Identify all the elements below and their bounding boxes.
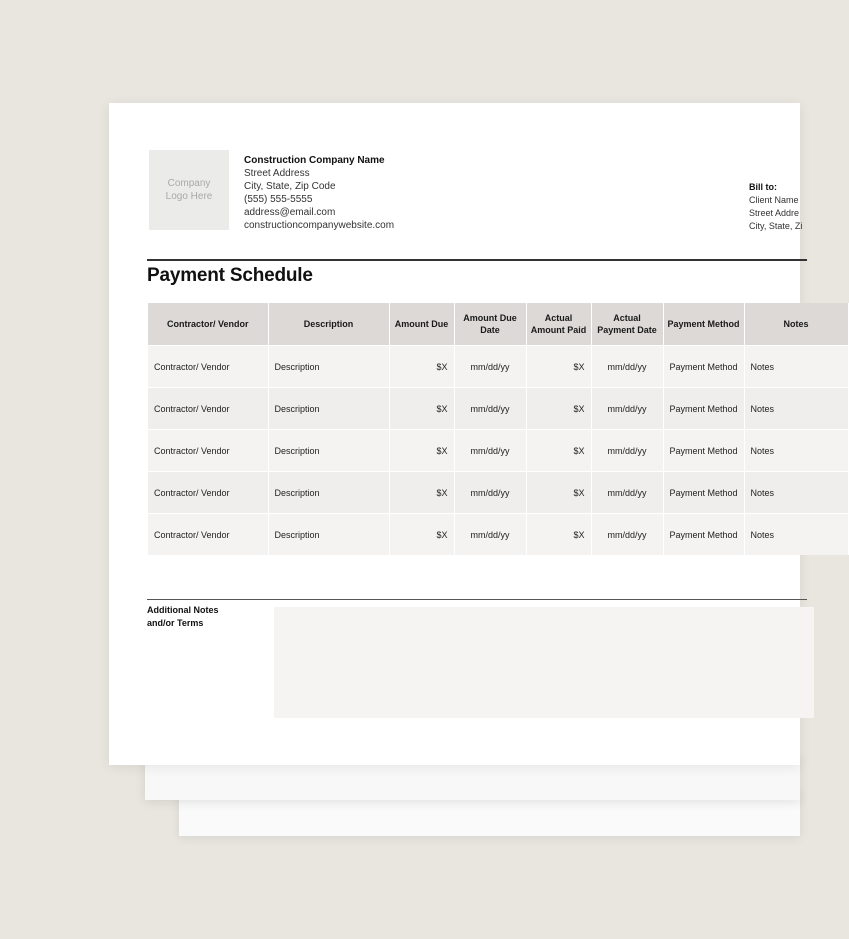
company-street: Street Address — [244, 168, 310, 179]
payment-schedule-table — [148, 303, 849, 555]
cell-amount-due: $X — [389, 472, 454, 514]
cell-paid: $X — [526, 514, 591, 556]
document-page — [109, 103, 809, 765]
table-row — [148, 430, 848, 472]
company-info — [244, 154, 394, 232]
cell-paid-date: mm/dd/yy — [591, 430, 663, 472]
table-row — [148, 514, 848, 556]
cell-notes: Notes — [744, 346, 848, 388]
cell-paid-date: mm/dd/yy — [591, 388, 663, 430]
col-header-notes: Notes — [744, 303, 848, 346]
col-header-actual-paid: Actual Amount Paid — [526, 303, 591, 346]
cell-method: Payment Method — [663, 430, 744, 472]
additional-notes-field[interactable] — [274, 607, 814, 718]
cell-method: Payment Method — [663, 514, 744, 556]
cell-amount-due: $X — [389, 514, 454, 556]
cell-description: Description — [268, 514, 389, 556]
col-header-amount-due-date: Amount Due Date — [454, 303, 526, 346]
company-email: address@email.com — [244, 207, 336, 218]
table-header-row — [148, 303, 848, 346]
cell-vendor: Contractor/ Vendor — [148, 430, 268, 472]
cell-description: Description — [268, 472, 389, 514]
cell-due-date: mm/dd/yy — [454, 346, 526, 388]
company-logo-placeholder — [149, 150, 229, 230]
table-row — [148, 472, 848, 514]
cell-notes: Notes — [744, 388, 848, 430]
cell-description: Description — [268, 430, 389, 472]
table-row — [148, 388, 848, 430]
col-header-method: Payment Method — [663, 303, 744, 346]
cell-vendor: Contractor/ Vendor — [148, 346, 268, 388]
cell-method: Payment Method — [663, 388, 744, 430]
cell-notes: Notes — [744, 430, 848, 472]
cell-due-date: mm/dd/yy — [454, 430, 526, 472]
cell-paid-date: mm/dd/yy — [591, 346, 663, 388]
company-website: constructioncompanywebsite.com — [244, 220, 395, 231]
additional-notes-label — [147, 604, 219, 630]
col-header-actual-date: Actual Payment Date — [591, 303, 663, 346]
bill-to-label: Bill to: — [749, 182, 777, 192]
cell-paid: $X — [526, 430, 591, 472]
cell-description: Description — [268, 388, 389, 430]
bill-to-block — [749, 181, 802, 233]
cell-vendor: Contractor/ Vendor — [148, 514, 268, 556]
col-header-amount-due: Amount Due — [389, 303, 454, 346]
cell-notes: Notes — [744, 472, 848, 514]
col-header-description: Description — [268, 303, 389, 346]
cell-due-date: mm/dd/yy — [454, 388, 526, 430]
cell-paid: $X — [526, 472, 591, 514]
cell-vendor: Contractor/ Vendor — [148, 472, 268, 514]
cell-method: Payment Method — [663, 472, 744, 514]
page-title: Payment Schedule — [147, 265, 313, 286]
logo-placeholder-text: Company Logo Here — [165, 178, 213, 202]
bill-to-street: Street Addre — [749, 208, 800, 218]
bill-to-client-name: Client Name — [749, 195, 799, 205]
company-phone: (555) 555-5555 — [244, 194, 313, 205]
header-divider — [147, 259, 807, 261]
table-row — [148, 346, 848, 388]
cell-notes: Notes — [744, 514, 848, 556]
col-header-vendor: Contractor/ Vendor — [148, 303, 268, 346]
cell-paid-date: mm/dd/yy — [591, 514, 663, 556]
cell-amount-due: $X — [389, 430, 454, 472]
company-name: Construction Company Name — [244, 155, 385, 166]
notes-label-line1: Additional Notes — [147, 605, 219, 615]
company-city: City, State, Zip Code — [244, 181, 336, 192]
cell-paid-date: mm/dd/yy — [591, 472, 663, 514]
cell-method: Payment Method — [663, 346, 744, 388]
notes-label-line2: and/or Terms — [147, 618, 204, 628]
cell-due-date: mm/dd/yy — [454, 514, 526, 556]
cell-vendor: Contractor/ Vendor — [148, 388, 268, 430]
cell-due-date: mm/dd/yy — [454, 472, 526, 514]
cell-amount-due: $X — [389, 346, 454, 388]
bill-to-city: City, State, Zi — [749, 221, 803, 231]
notes-divider — [147, 599, 807, 600]
cell-amount-due: $X — [389, 388, 454, 430]
cell-paid: $X — [526, 346, 591, 388]
cell-paid: $X — [526, 388, 591, 430]
cell-description: Description — [268, 346, 389, 388]
